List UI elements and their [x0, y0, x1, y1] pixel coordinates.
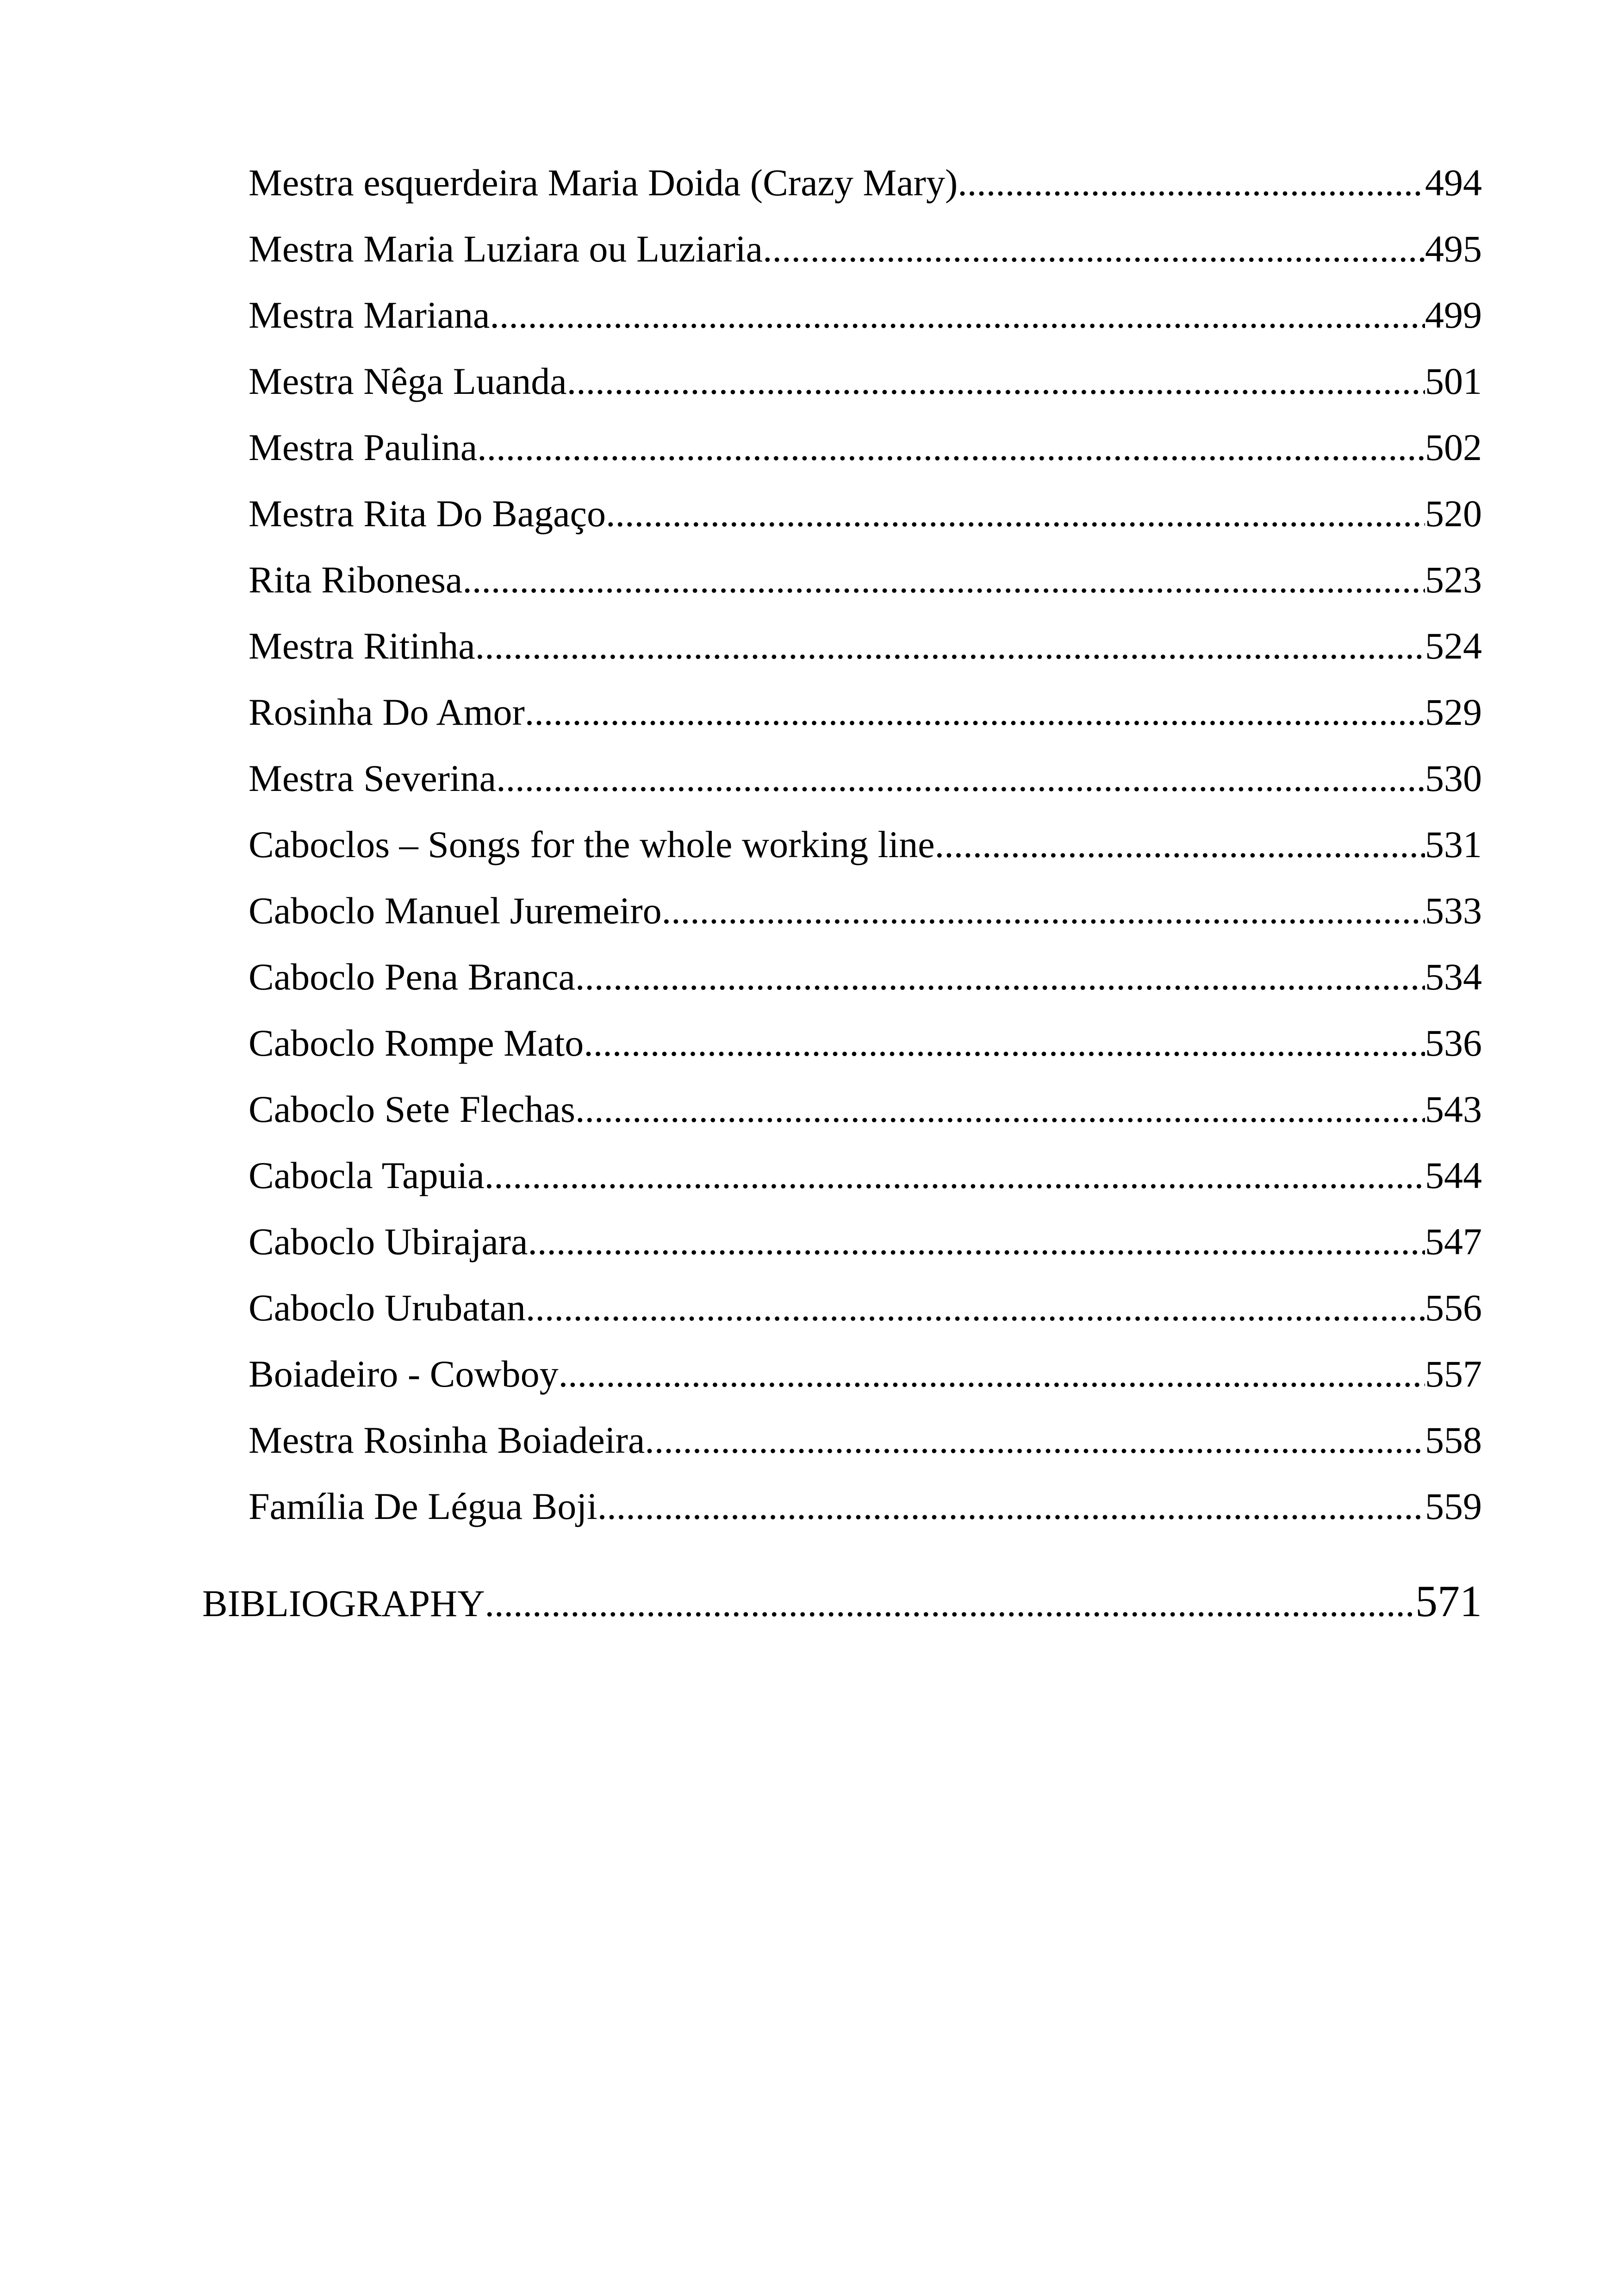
toc-entry-page-number: 520	[1425, 492, 1482, 535]
toc-entry	[249, 616, 1482, 682]
toc-entry-page-number: 558	[1425, 1419, 1482, 1461]
toc-entry-title: Mestra esquerdeira Maria Doida (Crazy Mary)	[249, 162, 958, 204]
toc-entry	[249, 417, 1482, 484]
toc-entry	[249, 1344, 1482, 1410]
dot-leader	[462, 550, 1425, 610]
bibliography-page-number: 571	[1415, 1576, 1482, 1626]
dot-leader	[662, 881, 1425, 941]
toc-entry	[249, 550, 1482, 616]
toc-entry-page-number: 556	[1425, 1287, 1482, 1329]
toc-entry-page-number: 544	[1425, 1154, 1482, 1196]
toc-entry	[249, 815, 1482, 881]
toc-entry-page-number: 501	[1425, 360, 1482, 402]
toc-entry	[249, 748, 1482, 815]
toc-entry-page-number: 495	[1425, 228, 1482, 270]
toc-entry-page-number: 543	[1425, 1088, 1482, 1130]
toc-entry-title: Rosinha Do Amor	[249, 691, 525, 733]
dot-leader	[575, 1079, 1425, 1139]
toc-entry-page-number: 529	[1425, 691, 1482, 733]
dot-leader	[525, 682, 1425, 742]
dot-leader	[935, 815, 1425, 875]
toc-entry-title: Mestra Paulina	[249, 426, 478, 468]
toc-entry-title: Família De Légua Boji	[249, 1485, 597, 1527]
dot-leader	[485, 1574, 1415, 1634]
toc-entry	[249, 682, 1482, 748]
toc-entry	[249, 285, 1482, 351]
toc-bibliography-entry	[202, 1571, 1482, 1634]
dot-leader	[606, 484, 1425, 544]
toc-entry-title: Mestra Nêga Luanda	[249, 360, 567, 402]
toc-entry-title: Mestra Rosinha Boiadeira	[249, 1419, 645, 1461]
toc-entry-title: Cabocla Tapuia	[249, 1154, 485, 1196]
dot-leader	[475, 616, 1425, 676]
toc-entry-title: Mestra Severina	[249, 757, 497, 799]
toc-entry-page-number: 557	[1425, 1353, 1482, 1395]
toc-entry-title: Mestra Mariana	[249, 294, 490, 336]
toc-entry	[249, 1278, 1482, 1344]
toc-entry-title: Mestra Rita Do Bagaço	[249, 492, 606, 535]
toc-entry-page-number: 530	[1425, 757, 1482, 799]
toc-entry-title: Caboclo Rompe Mato	[249, 1022, 584, 1064]
bibliography-title: BIBLIOGRAPHY	[202, 1582, 485, 1624]
toc-entry-page-number: 533	[1425, 890, 1482, 932]
dot-leader	[496, 748, 1425, 809]
toc-entry	[249, 1079, 1482, 1145]
toc-entry	[249, 484, 1482, 550]
toc-entry-page-number: 523	[1425, 559, 1482, 601]
dot-leader	[763, 219, 1425, 279]
dot-leader	[485, 1145, 1425, 1206]
toc-entry	[249, 1410, 1482, 1476]
dot-leader	[645, 1410, 1425, 1470]
toc-entry-page-number: 502	[1425, 426, 1482, 468]
toc-entry-title: Rita Ribonesa	[249, 559, 463, 601]
toc-entry-page-number: 499	[1425, 294, 1482, 336]
toc-entry	[249, 1145, 1482, 1212]
toc-entry-page-number: 547	[1425, 1220, 1482, 1263]
toc-entry-page-number: 524	[1425, 625, 1482, 667]
toc-entry	[249, 351, 1482, 417]
toc-entry-title: Mestra Ritinha	[249, 625, 475, 667]
toc-entry-page-number: 536	[1425, 1022, 1482, 1064]
toc-entry-page-number: 494	[1425, 162, 1482, 204]
dot-leader	[477, 417, 1425, 478]
toc-entry-title: Mestra Maria Luziara ou Luziaria	[249, 228, 763, 270]
toc-entry-title: Caboclo Sete Flechas	[249, 1088, 575, 1130]
toc-entry	[249, 947, 1482, 1013]
dot-leader	[958, 153, 1425, 213]
toc-entry-title: Caboclo Ubirajara	[249, 1220, 528, 1263]
toc-entry	[249, 219, 1482, 285]
dot-leader	[559, 1344, 1425, 1404]
toc-entry	[249, 1476, 1482, 1543]
dot-leader	[528, 1212, 1425, 1272]
toc-entry-title: Caboclos – Songs for the whole working line	[249, 823, 935, 865]
dot-leader	[526, 1278, 1425, 1338]
dot-leader	[575, 947, 1425, 1007]
toc-entry-page-number: 559	[1425, 1485, 1482, 1527]
toc-entry	[249, 1212, 1482, 1278]
dot-leader	[597, 1476, 1425, 1537]
dot-leader	[584, 1013, 1425, 1073]
toc-entry-page-number: 534	[1425, 956, 1482, 998]
dot-leader	[567, 351, 1425, 411]
toc-entry-title: Caboclo Manuel Juremeiro	[249, 890, 662, 932]
toc-entry	[249, 153, 1482, 219]
toc-entry-list	[249, 153, 1482, 1543]
toc-entry-title: Caboclo Pena Branca	[249, 956, 575, 998]
toc-entry	[249, 881, 1482, 947]
toc-entry-page-number: 531	[1425, 823, 1482, 865]
toc-entry-title: Boiadeiro - Cowboy	[249, 1353, 559, 1395]
toc-entry-title: Caboclo Urubatan	[249, 1287, 526, 1329]
toc-entry	[249, 1013, 1482, 1079]
dot-leader	[490, 285, 1425, 345]
